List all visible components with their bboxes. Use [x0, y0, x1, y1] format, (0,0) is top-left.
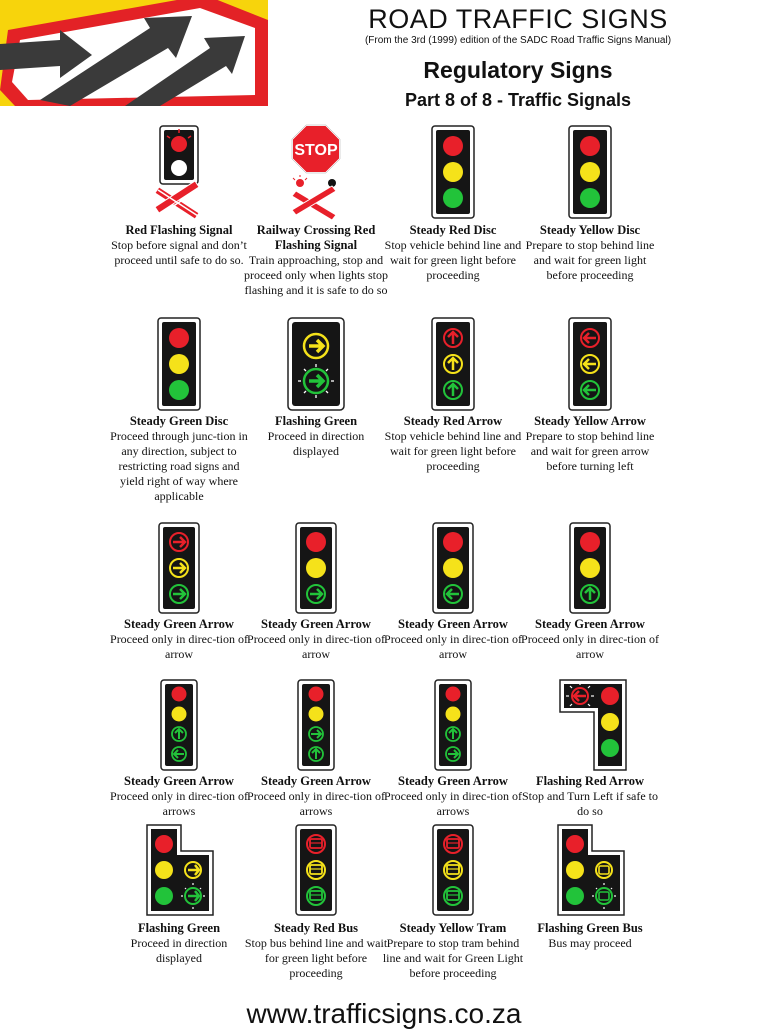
sign-flashing-green-2: Flashing Green Proceed in direction displayed	[111, 823, 247, 919]
sign-steady-red-arrow: Steady Red Arrow Stop vehicle behind line and wait for green light before proceeding	[385, 316, 521, 412]
traffic-light-green-right-arrow-icon	[248, 521, 384, 615]
footer-url[interactable]: www.trafficsigns.co.za	[246, 998, 522, 1029]
flashing-red-arrow-signal-icon	[522, 678, 658, 772]
traffic-light-four-aspect-icon	[248, 678, 384, 772]
sign-green-arrow-left: Steady Green Arrow Proceed only in direc-tion of arrow	[385, 521, 521, 615]
traffic-light-four-aspect-icon	[111, 678, 247, 772]
traffic-light-yellow-icon	[522, 123, 658, 221]
red-flashing-signal-icon	[111, 123, 247, 221]
sign-green-arrows-up-left: Steady Green Arrow Proceed only in direc-tion of arrows	[111, 678, 247, 772]
sign-green-arrow-right: Steady Green Arrow Proceed only in direc-tion of arrow	[111, 521, 247, 615]
sign-steady-green-disc: Steady Green Disc Proceed through junc-tion in any direction, subject to restricting road signs and yield right of way where applicable	[111, 316, 247, 412]
bus-signal-icon	[248, 823, 384, 919]
flashing-green-arrow-signal-icon	[111, 823, 247, 919]
flashing-green-arrow-icon	[248, 316, 384, 412]
traffic-light-green-left-arrow-icon	[385, 521, 521, 615]
svg-text:STOP: STOP	[294, 142, 338, 159]
sign-steady-yellow-disc: Steady Yellow Disc Prepare to stop behind line and wait for green light before proceeding	[522, 123, 658, 221]
section-part: Part 8 of 8 - Traffic Signals	[404, 90, 632, 110]
traffic-light-right-arrows-icon	[111, 521, 247, 615]
flashing-green-bus-signal-icon	[522, 823, 658, 919]
traffic-light-green-up-arrow-icon	[522, 521, 658, 615]
traffic-light-red-arrow-icon	[385, 316, 521, 412]
sign-red-flashing: Red Flashing Signal Stop before signal and don’t proceed until safe to do so.	[111, 123, 247, 221]
page-title: ROAD TRAFFIC SIGNS	[368, 4, 668, 34]
section-title: Regulatory Signs	[423, 57, 613, 83]
sign-steady-yellow-tram: Steady Yellow Tram Prepare to stop tram behind line and wait for Green Light before proceeding	[385, 823, 521, 919]
sign-green-arrow-right-2: Steady Green Arrow Proceed only in direc-tion of arrow	[248, 521, 384, 615]
tram-signal-icon	[385, 823, 521, 919]
sign-green-arrow-up: Steady Green Arrow Proceed only in direc-tion of arrow	[522, 521, 658, 615]
sign-railway-crossing: STOP Railway Crossing Red Flashing Signal Train approaching, stop and proceed only when lights stop flashing and it is safe to do so	[248, 123, 384, 221]
sign-flashing-green-bus: Flashing Green Bus Bus may proceed	[522, 823, 658, 919]
traffic-light-green-icon	[111, 316, 247, 412]
traffic-light-four-aspect-icon	[385, 678, 521, 772]
traffic-light-red-icon	[385, 123, 521, 221]
sign-steady-red-disc: Steady Red Disc Stop vehicle behind line and wait for green light before proceeding	[385, 123, 521, 221]
logo-arrows	[0, 0, 268, 106]
sign-steady-yellow-arrow: Steady Yellow Arrow Prepare to stop behind line and wait for green arrow before turning left	[522, 316, 658, 412]
sign-green-arrows-right-up: Steady Green Arrow Proceed only in direc-tion of arrows	[248, 678, 384, 772]
traffic-light-yellow-arrow-icon	[522, 316, 658, 412]
sign-flashing-red-arrow: Flashing Red Arrow Stop and Turn Left if safe to do so	[522, 678, 658, 772]
sign-steady-red-bus: Steady Red Bus Stop bus behind line and wait for green light before proceeding	[248, 823, 384, 919]
sign-green-arrows-up-right: Steady Green Arrow Proceed only in direc-tion of arrows	[385, 678, 521, 772]
page-subtitle: (From the 3rd (1999) edition of the SADC Road Traffic Signs Manual)	[364, 35, 672, 46]
sign-flashing-green: Flashing Green Proceed in direction displayed	[248, 316, 384, 412]
railway-crossing-signal-icon	[248, 123, 384, 221]
